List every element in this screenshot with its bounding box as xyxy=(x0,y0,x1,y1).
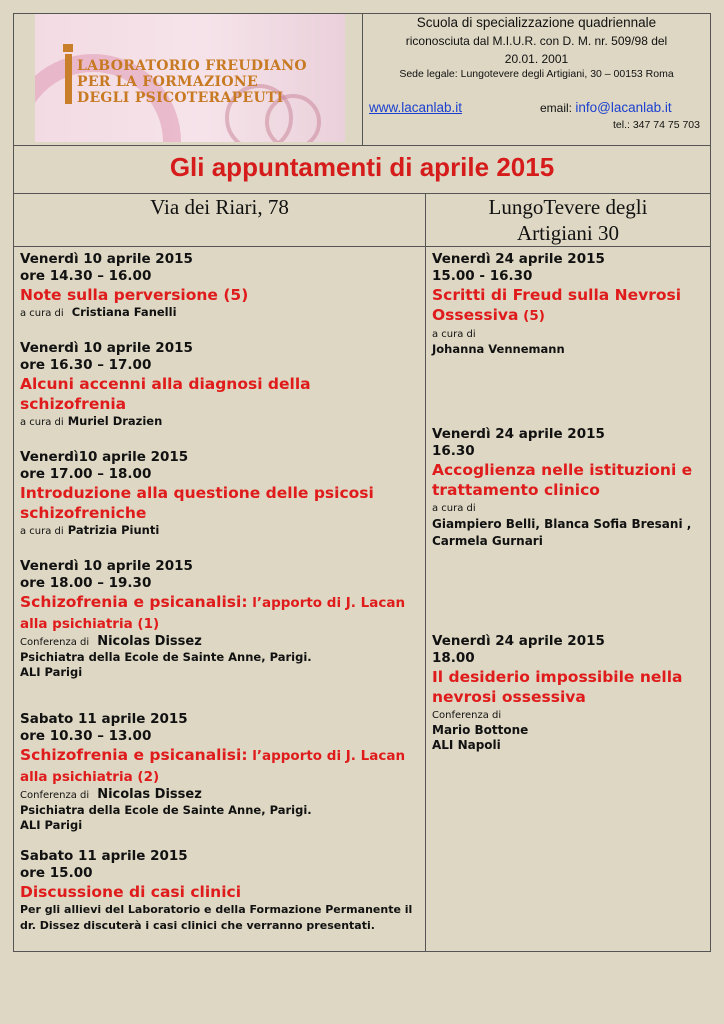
event-title-b: Ossessiva xyxy=(432,306,519,324)
flyer-table xyxy=(13,13,711,952)
event-date: Venerdì 10 aprile 2015 xyxy=(20,558,193,574)
event-title: Alcuni accenni alla diagnosi della schizofrenia xyxy=(20,375,311,413)
event-speaker: Cristiana Fanelli xyxy=(71,305,177,319)
event-time: ore 17.00 – 18.00 xyxy=(20,466,152,482)
header-row xyxy=(14,14,710,146)
event-title-sub: l’apporto di J. Lacan alla psichiatria (1) xyxy=(20,595,406,632)
column-head-left xyxy=(14,194,426,247)
school-line-1: Scuola di specializzazione quadriennale xyxy=(416,15,657,30)
event-date: Venerdì10 aprile 2015 xyxy=(20,449,189,465)
event-by-label: a cura di xyxy=(20,308,64,319)
event-right-3 xyxy=(432,633,708,753)
logo-line-1: LABORATORIO FREUDIANO xyxy=(77,58,307,74)
event-speaker: Muriel Drazien xyxy=(67,414,163,428)
title-row xyxy=(14,145,710,194)
event-title-c: (5) xyxy=(518,308,545,324)
venue-right-line-1: LungoTevere degli xyxy=(488,195,648,219)
event-note-1: Per gli allievi del Laboratorio e della Formazione Permanente il xyxy=(20,903,413,916)
logo-line-2: PER LA FORMAZIONE xyxy=(77,74,258,90)
event-title xyxy=(432,285,708,326)
school-line-2: riconosciuta dal M.I.U.R. con D. M. nr. 509/98 del xyxy=(405,34,668,48)
event-speaker: Johanna Vennemann xyxy=(432,342,565,356)
event-title xyxy=(20,745,420,787)
event-speaker: Nicolas Dissez xyxy=(97,634,202,649)
page-title: Gli appuntamenti di aprile 2015 xyxy=(169,152,555,182)
event-title: Il desiderio impossibile nella nevrosi ossessiva xyxy=(432,668,683,706)
event-by-label: Conferenza di xyxy=(432,710,502,721)
event-date: Venerdì 24 aprile 2015 xyxy=(432,633,605,649)
logo-line-3: DEGLI PSICOTERAPEUTI xyxy=(77,90,284,106)
website-link[interactable]: www.lacanlab.it xyxy=(369,100,463,115)
event-title: Introduzione alla questione delle psicosi schizofreniche xyxy=(20,484,374,522)
event-date: Venerdì 24 aprile 2015 xyxy=(432,251,605,267)
event-title-main: Schizofrenia e psicanalisi: xyxy=(20,593,248,611)
email-line xyxy=(540,100,672,115)
event-title-main: Schizofrenia e psicanalisi: xyxy=(20,746,248,764)
event-affiliation: Psichiatra della Ecole de Sainte Anne, Parigi. xyxy=(20,650,312,664)
event-time: ore 16.30 – 17.00 xyxy=(20,357,152,373)
event-left-4 xyxy=(20,558,420,680)
address: Sede legale: Lungotevere degli Artigiani, 30 – 00153 Roma xyxy=(399,68,674,80)
event-speaker: Mario Bottone xyxy=(432,723,529,737)
event-note-2: dr. Dissez discuterà i casi clinici che verranno presentati. xyxy=(20,919,375,932)
event-left-3 xyxy=(20,449,420,539)
event-time: 16.30 xyxy=(432,443,475,459)
event-date: Venerdì 24 aprile 2015 xyxy=(432,426,605,442)
event-right-2 xyxy=(432,426,708,550)
school-info-cell xyxy=(363,14,710,145)
telephone: tel.: 347 74 75 703 xyxy=(613,119,700,131)
event-by-label: a cura di xyxy=(432,503,476,514)
event-by-label: Conferenza di xyxy=(20,790,90,801)
event-speaker: Nicolas Dissez xyxy=(97,787,202,802)
event-by-label: Conferenza di xyxy=(20,637,90,648)
event-affiliation-2: ALI Parigi xyxy=(20,665,83,679)
event-title: Accoglienza nelle istituzioni e trattamento clinico xyxy=(432,461,693,499)
event-speaker: Giampiero Belli, Blanca Sofia Bresani , Carmela Gurnari xyxy=(432,517,692,548)
email-link[interactable]: info@lacanlab.it xyxy=(575,100,672,115)
school-logo xyxy=(35,14,345,142)
event-date: Sabato 11 aprile 2015 xyxy=(20,711,188,727)
event-left-2 xyxy=(20,340,420,430)
event-by-label: a cura di xyxy=(20,417,64,428)
event-title xyxy=(20,592,420,634)
venue-right-line-2: Artigiani 30 xyxy=(516,221,620,245)
event-time: ore 14.30 – 16.00 xyxy=(20,268,152,284)
event-title-sub: l’apporto di J. Lacan alla psichiatria (2) xyxy=(20,748,406,785)
column-head-right xyxy=(426,194,710,247)
event-by-label: a cura di xyxy=(432,329,476,340)
event-time: 15.00 - 16.30 xyxy=(432,268,533,284)
event-affiliation: Psichiatra della Ecole de Sainte Anne, Parigi. xyxy=(20,803,312,817)
event-affiliation: ALI Napoli xyxy=(432,738,501,752)
event-time: ore 10.30 – 13.00 xyxy=(20,728,152,744)
event-date: Sabato 11 aprile 2015 xyxy=(20,848,188,864)
logo-cell xyxy=(14,14,363,145)
event-date: Venerdì 10 aprile 2015 xyxy=(20,340,193,356)
event-by-label: a cura di xyxy=(20,526,64,537)
event-left-5 xyxy=(20,711,420,833)
event-left-6 xyxy=(20,848,420,934)
event-time: ore 15.00 xyxy=(20,865,93,881)
event-title: Note sulla perversione (5) xyxy=(20,286,249,304)
event-time: 18.00 xyxy=(432,650,475,666)
event-right-1 xyxy=(432,251,708,357)
event-title-a: Scritti di Freud sulla Nevrosi xyxy=(432,286,682,304)
event-left-1 xyxy=(20,251,420,321)
event-affiliation-2: ALI Parigi xyxy=(20,818,83,832)
event-time: ore 18.00 – 19.30 xyxy=(20,575,152,591)
event-speaker: Patrizia Piunti xyxy=(67,523,160,537)
email-label: email: xyxy=(540,101,573,115)
school-line-3: 20.01. 2001 xyxy=(504,52,569,66)
event-title: Discussione di casi clinici xyxy=(20,883,242,901)
event-date: Venerdì 10 aprile 2015 xyxy=(20,251,193,267)
venue-left: Via dei Riari, 78 xyxy=(150,195,289,219)
